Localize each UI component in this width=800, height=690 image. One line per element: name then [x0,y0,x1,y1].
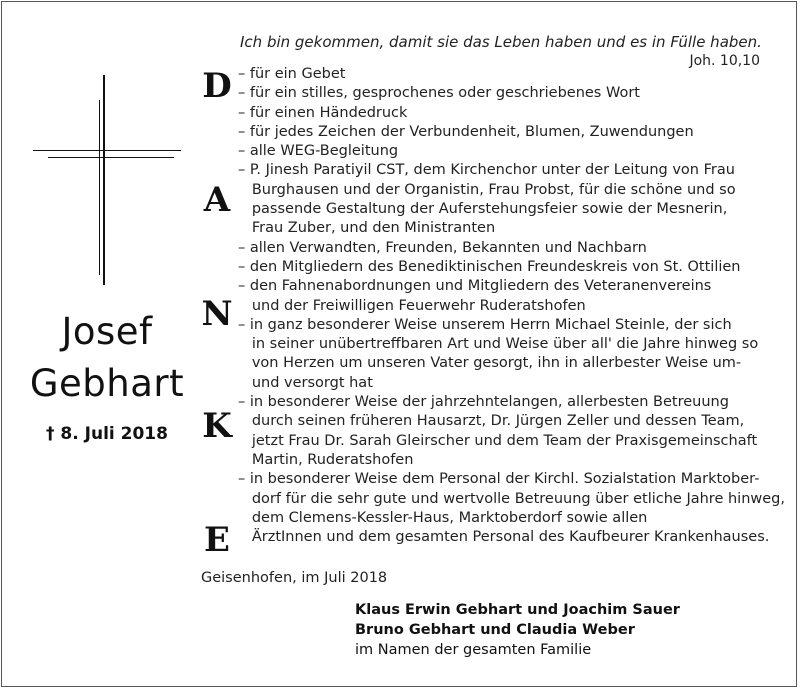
thanks-line: jetzt Frau Dr. Sarah Gleirscher und dem Team der Praxisgemeinschaft [238,432,758,449]
danke-letter-e: E [204,520,230,560]
cross-horizontal-beam-thin [48,157,174,158]
cross-horizontal-beam [33,150,181,151]
thanks-line: – für ein Gebet [238,66,346,82]
thanks-line: Martin, Ruderatshofen [238,451,414,468]
thanks-line: – in ganz besonderer Weise unserem Herrn Michael Steinle, der sich [238,316,732,333]
thanks-line: Burghausen und der Organistin, Frau Probst, für die schöne und so [238,181,736,198]
thanks-line: passende Gestaltung der Auferstehungsfeier sowie der Mesnerin, [238,201,728,218]
thanks-line: von Herzen um unseren Vater gesorgt, ihn in allerbester Weise um- [238,355,742,372]
thanks-line: in seiner unübertreffbaren Art und Weise über all' die Jahre hinweg so [238,336,759,353]
thanks-line: – den Mitgliedern des Benediktinischen Freundeskreis von St. Ottilien [238,258,741,275]
place-date: Geisenhofen, im Juli 2018 [201,570,388,586]
thanks-line: – in besonderer Weise dem Personal der Kirchl. Sozialstation Marktober- [238,471,760,488]
thanks-line: – für einen Händedruck [238,104,408,121]
signature-line-1: Klaus Erwin Gebhart und Joachim Sauer [355,602,680,618]
danke-letter-n: N [201,294,233,334]
thanks-line: – allen Verwandten, Freunden, Bekannten und Nachbarn [238,239,647,256]
thanks-line: – für jedes Zeichen der Verbundenheit, Blumen, Zuwendungen [238,123,694,140]
deceased-last-name: Gebhart [29,362,185,405]
thanks-line: – für ein stilles, gesprochenes oder geschriebenes Wort [238,85,640,102]
bible-quote: Ich bin gekommen, damit sie das Leben haben und es in Fülle haben. [240,33,762,51]
danke-letter-a: A [203,180,231,220]
cross-vertical-beam [103,75,105,285]
thanks-line: – P. Jinesh Paratiyil CST, dem Kirchenchor unter der Leitung von Frau [238,162,735,179]
thanks-line: durch seinen früheren Hausarzt, Dr. Jürgen Zeller und dessen Team, [238,413,745,430]
cross-vertical-beam-thin [99,100,100,275]
danke-letter-d: D [202,66,232,106]
thanks-line: – alle WEG-Begleitung [238,143,399,160]
death-date: † 8. Juli 2018 [46,424,168,444]
thanks-line: dem Clemens-Kessler-Haus, Marktoberdorf sowie allen [238,509,648,526]
thanks-line: und der Freiwilligen Feuerwehr Ruderatshofen [238,297,586,314]
thanks-line: – den Fahnenabordnungen und Mitgliedern des Veteranenvereins [238,278,712,295]
bible-reference: Joh. 10,10 [689,53,760,69]
thanks-line: – in besonderer Weise der jahrzehntelangen, allerbesten Betreuung [238,394,729,411]
thanks-list [238,65,785,547]
thanks-line: und versorgt hat [238,374,373,391]
deceased-first-name: Josef [61,310,153,353]
thanks-line: dorf für die sehr gute und wertvolle Betreuung über etliche Jahre hinweg, [238,490,785,507]
thanks-line: ÄrztInnen und dem gesamten Personal des Kaufbeurer Krankenhauses. [238,529,770,546]
danke-letter-k: K [202,406,232,446]
signature-line-2: Bruno Gebhart und Claudia Weber [355,622,635,638]
signature-line-3: im Namen der gesamten Familie [355,642,592,658]
thanks-line: Frau Zuber, und den Ministranten [238,220,496,237]
